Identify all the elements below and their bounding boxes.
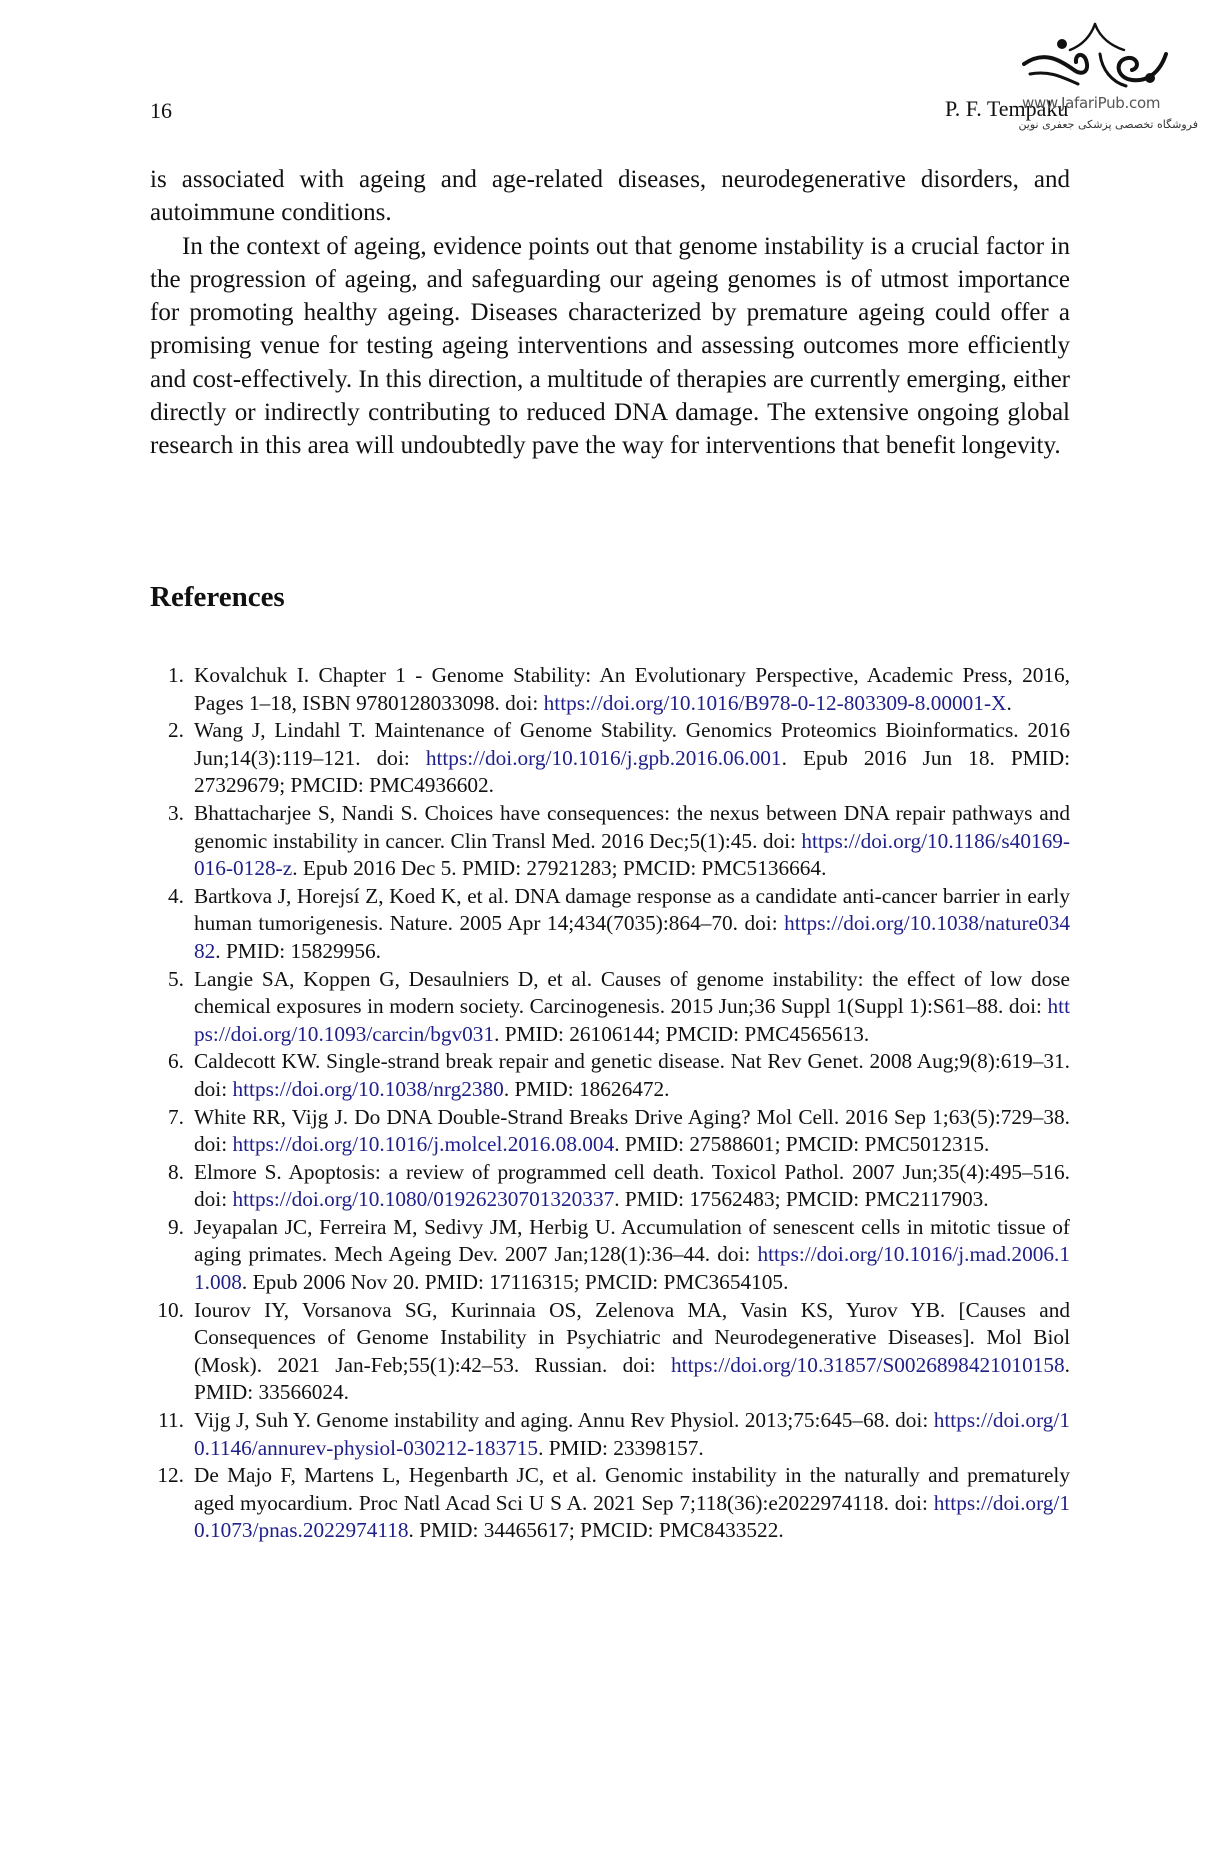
doi-link[interactable]: https://doi.org/10.31857/S0026898421010158 xyxy=(671,1352,1065,1377)
reference-list xyxy=(150,662,1070,1545)
reference-item xyxy=(150,883,1070,966)
reference-item xyxy=(150,1159,1070,1214)
reference-text: Wang J, Lindahl T. Maintenance of Genome Stability. Genomics Proteomics Bioinformatics. 2016 Jun;14(3):119–121. doi: xyxy=(194,718,1070,770)
reference-item xyxy=(150,800,1070,883)
body-paragraph: is associated with ageing and age-related diseases, neurodegenerative disorders, and autoimmune conditions. xyxy=(150,166,1070,227)
reference-text: Jeyapalan JC, Ferreira M, Sedivy JM, Herbig U. Accumulation of senescent cells in mitotic tissue of aging primates. Mech Ageing Dev. 2007 Jan;128(1):36–44. doi: xyxy=(194,1214,1070,1267)
reference-tail: . Epub 2016 Dec 5. PMID: 27921283; PMCID: PMC5136664. xyxy=(292,856,827,881)
body-paragraph: In the context of ageing, evidence points out that genome instability is a crucial factor in the progression of ageing, and safeguarding our ageing genomes is of utmost importance for promoting healthy ageing. Diseases characterized by premature ageing could offer a promising venue for testing ageing interventions and assessing outcomes more efficiently and cost-effectively. In this direction, a multitude of therapies are currently emerging, either directly or indirectly contributing to reduced DNA damage. The extensive ongoing global research in this area will undoubtedly pave the way for interventions that benefit longevity. xyxy=(150,232,1070,460)
doi-link[interactable]: https://doi.org/10.1016/B978-0-12-803309-8.00001-X xyxy=(543,690,1007,715)
doi-link[interactable]: https://doi.org/10.1080/01926230701320337 xyxy=(232,1187,615,1212)
reference-item xyxy=(150,717,1070,800)
doi-link[interactable]: https://doi.org/10.1073/pnas.2022974118 xyxy=(194,1490,1070,1543)
watermark-url: www.JafariPub.com xyxy=(1022,94,1161,112)
watermark-tagline: فروشگاه تخصصی پزشکی جعفری نوین xyxy=(1018,118,1198,131)
doi-link[interactable]: https://doi.org/10.1038/nrg2380 xyxy=(232,1076,504,1101)
reference-number: 11. xyxy=(158,1408,184,1433)
page-number: 16 xyxy=(150,98,172,123)
doi-link[interactable]: https://doi.org/10.1186/s40169-016-0128-z xyxy=(194,828,1070,881)
reference-text: Elmore S. Apoptosis: a review of programmed cell death. Toxicol Pathol. 2007 Jun;35(4):495–516. doi: xyxy=(194,1159,1070,1212)
doi-link[interactable]: https://doi.org/10.1016/j.molcel.2016.08.004 xyxy=(232,1132,615,1157)
publisher-watermark xyxy=(985,20,1200,140)
reference-tail: . xyxy=(1006,690,1012,715)
doi-link[interactable]: https://doi.org/10.1146/annurev-physiol-030212-183715 xyxy=(194,1408,1070,1460)
reference-tail: . PMID: 33566024. xyxy=(194,1352,1070,1405)
reference-tail: . PMID: 15829956. xyxy=(215,938,381,963)
reference-text: Caldecott KW. Single-strand break repair and genetic disease. Nat Rev Genet. 2008 Aug;9(8):619–31. doi: xyxy=(194,1049,1070,1101)
reference-item xyxy=(150,1104,1070,1159)
body-text xyxy=(150,163,1070,463)
reference-number: 2. xyxy=(168,718,184,743)
reference-number: 12. xyxy=(157,1463,184,1488)
reference-number: 6. xyxy=(168,1049,184,1074)
reference-text: Bhattacharjee S, Nandi S. Choices have consequences: the nexus between DNA repair pathways and genomic instability in cancer. Clin Transl Med. 2016 Dec;5(1):45. doi: xyxy=(194,800,1070,853)
reference-item xyxy=(150,1462,1070,1545)
reference-number: 4. xyxy=(168,883,184,908)
reference-item xyxy=(150,1407,1070,1462)
reference-tail: . PMID: 23398157. xyxy=(538,1435,704,1460)
reference-number: 5. xyxy=(168,966,184,991)
reference-tail: . Epub 2016 Jun 18. PMID: 27329679; PMCID: PMC4936602. xyxy=(194,745,1071,798)
reference-text: Kovalchuk I. Chapter 1 - Genome Stability: An Evolutionary Perspective, Academic Press, 2016, Pages 1–18, ISBN 9780128033098. doi: xyxy=(194,663,1070,715)
reference-number: 1. xyxy=(168,663,184,687)
reference-item xyxy=(150,966,1070,1049)
reference-number: 9. xyxy=(168,1214,184,1239)
doi-link[interactable]: https://doi.org/10.1016/j.mad.2006.11.008 xyxy=(194,1242,1070,1295)
reference-number: 10. xyxy=(157,1297,184,1322)
reference-tail: . PMID: 18626472. xyxy=(503,1076,670,1101)
reference-item xyxy=(150,1297,1070,1407)
reference-tail: . PMID: 26106144; PMCID: PMC4565613. xyxy=(494,1021,870,1046)
reference-tail: . PMID: 17562483; PMCID: PMC2117903. xyxy=(614,1187,989,1212)
reference-text: Bartkova J, Horejsí Z, Koed K, et al. DNA damage response as a candidate anti-cancer barrier in early human tumorigenesis. Nature. 2005 Apr 14;434(7035):864–70. doi: xyxy=(194,883,1070,936)
reference-tail: . PMID: 34465617; PMCID: PMC8433522. xyxy=(408,1518,784,1543)
running-head-author: P. F. Tempaku xyxy=(945,96,1069,121)
reference-text: Vijg J, Suh Y. Genome instability and aging. Annu Rev Physiol. 2013;75:645–68. doi: xyxy=(194,1408,934,1433)
reference-number: 7. xyxy=(168,1104,184,1129)
reference-tail: . Epub 2006 Nov 20. PMID: 17116315; PMCID: PMC3654105. xyxy=(241,1270,789,1295)
jafaripub-logo-icon xyxy=(1020,20,1170,92)
doi-link[interactable]: https://doi.org/10.1038/nature03482 xyxy=(194,911,1070,963)
reference-text: De Majo F, Martens L, Hegenbarth JC, et al. Genomic instability in the naturally and prematurely aged myocardium. Proc Natl Acad Sci U S A. 2021 Sep 7;118(36):e2022974118. doi: xyxy=(194,1463,1070,1515)
reference-item xyxy=(150,1214,1070,1297)
reference-item xyxy=(150,662,1070,717)
reference-tail: . PMID: 27588601; PMCID: PMC5012315. xyxy=(614,1132,990,1157)
doi-link[interactable]: https://doi.org/10.1093/carcin/bgv031 xyxy=(194,994,1070,1046)
references-heading: References xyxy=(150,581,285,613)
reference-number: 8. xyxy=(168,1159,184,1184)
reference-text: Langie SA, Koppen G, Desaulniers D, et al. Causes of genome instability: the effect of low dose chemical exposures in modern society. Carcinogenesis. 2015 Jun;36 Suppl 1(Suppl 1):S61–88. doi: xyxy=(194,966,1070,1019)
reference-number: 3. xyxy=(168,800,184,825)
doi-link[interactable]: https://doi.org/10.1016/j.gpb.2016.06.001 xyxy=(425,745,782,770)
reference-text: White RR, Vijg J. Do DNA Double-Strand Breaks Drive Aging? Mol Cell. 2016 Sep 1;63(5):729–38. doi: xyxy=(194,1104,1070,1157)
reference-item xyxy=(150,1048,1070,1103)
reference-text: Iourov IY, Vorsanova SG, Kurinnaia OS, Zelenova MA, Vasin KS, Yurov YB. [Causes and Consequences of Genome Instability in Psychiatric and Neurodegenerative Diseases]. Mol Biol (Mosk). 2021 Jan-Feb;55(1):42–53. Russian. doi: xyxy=(194,1297,1070,1377)
